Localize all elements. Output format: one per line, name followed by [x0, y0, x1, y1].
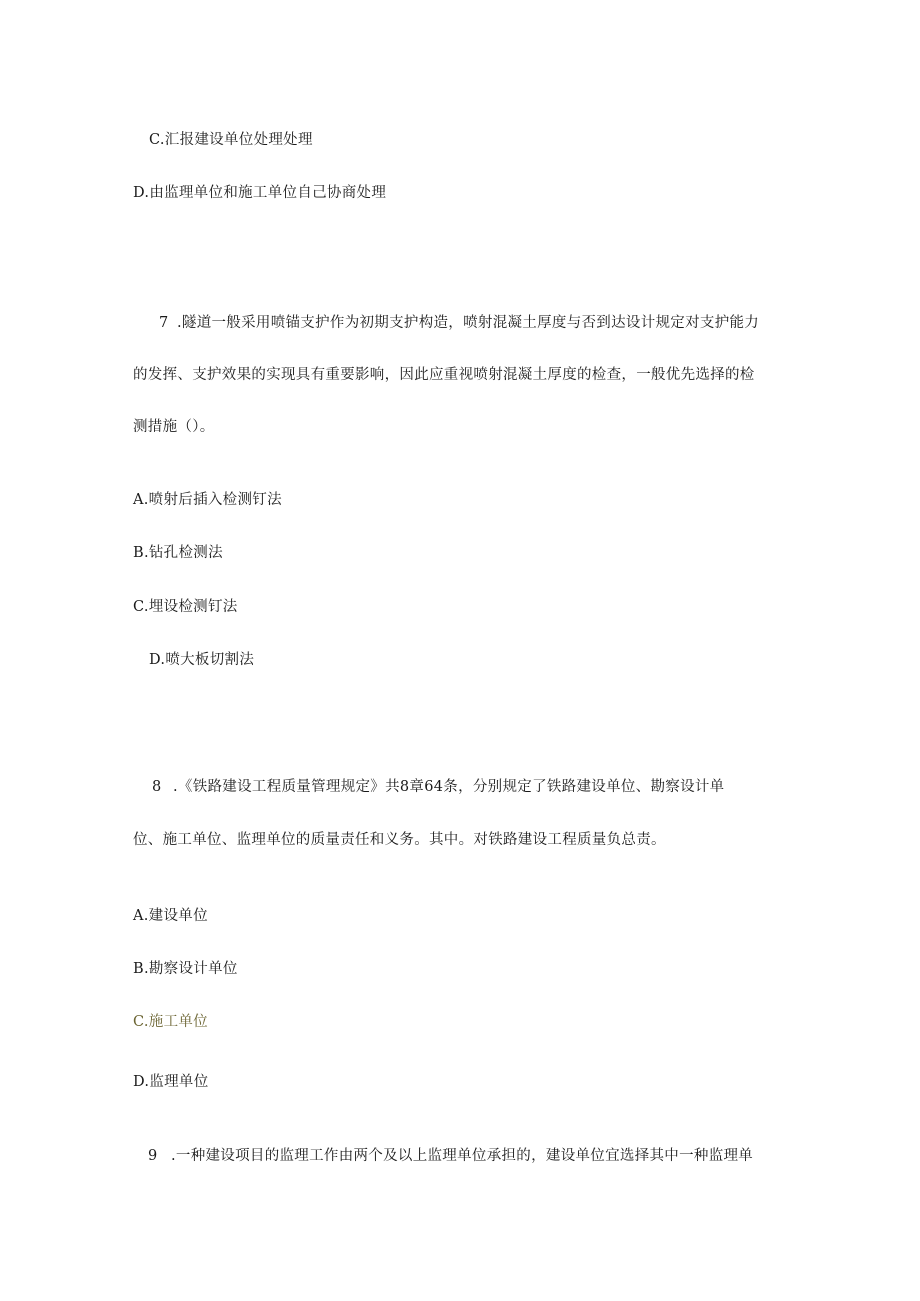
q8-text-line-2: 位、施工单位、监理单位的质量责任和义务。其中。对铁路建设工程质量负总责。	[133, 832, 666, 848]
q7-option-d: D.喷大板切割法	[149, 652, 255, 668]
q9-number: 9	[148, 1148, 158, 1164]
q7-option-a: A.喷射后插入检测钉法	[133, 492, 282, 508]
q7-number: 7	[159, 315, 169, 331]
q9-text-line-1: .一种建设项目的监理工作由两个及以上监理单位承担的，建设单位宜选择其中一种监理单	[171, 1148, 754, 1164]
q8-text-line-1: .《铁路建设工程质量管理规定》共8章64条，分别规定了铁路建设单位、勘察设计单	[173, 779, 725, 795]
q7-option-c: C.埋设检测钉法	[133, 599, 238, 615]
q8-option-a: A.建设单位	[133, 908, 208, 924]
q7-text-line-3: 测措施（）。	[133, 419, 215, 435]
q7-option-b: B.钻孔检测法	[133, 545, 223, 561]
q6-option-c: C.汇报建设单位处理处理	[149, 132, 313, 148]
q8-option-d: D.监理单位	[133, 1074, 209, 1090]
q6-option-d: D.由监理单位和施工单位自己协商处理	[133, 185, 387, 201]
q8-number: 8	[152, 779, 162, 795]
q7-text-line-1: .隧道一般采用喷锚支护作为初期支护构造，喷射混凝土厚度与否到达设计规定对支护能力	[177, 315, 760, 331]
q8-option-c: C.施工单位	[133, 1014, 208, 1030]
q8-option-b: B.勘察设计单位	[133, 961, 238, 977]
q7-text-line-2: 的发挥、支护效果的实现具有重要影响，因此应重视喷射混凝土厚度的检查，一般优先选择的检	[133, 367, 755, 383]
